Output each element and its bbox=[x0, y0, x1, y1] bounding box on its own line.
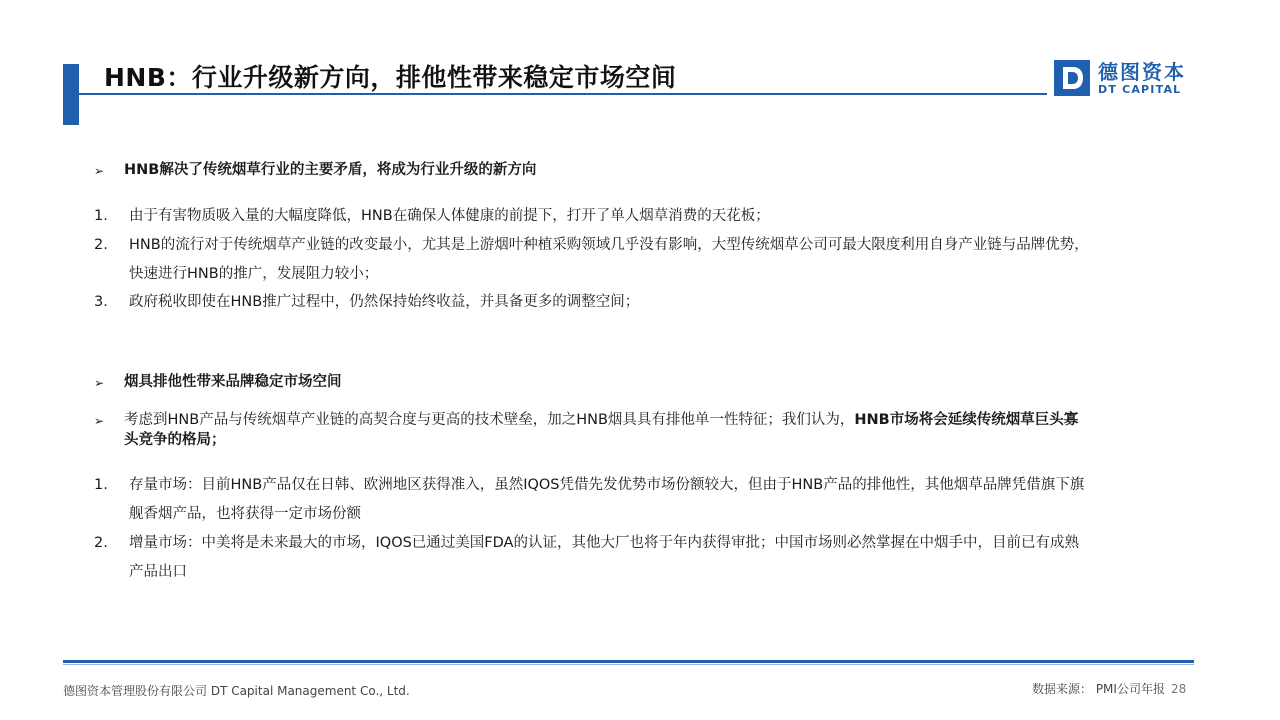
dt-logo-icon bbox=[1054, 60, 1090, 96]
arrow-bullet-icon: ➢ bbox=[94, 414, 105, 428]
arrow-bullet-icon: ➢ bbox=[94, 164, 105, 178]
footer-divider-thin bbox=[63, 664, 1194, 665]
list-item-text-cont: 舰香烟产品，也将获得一定市场份额 bbox=[129, 506, 361, 522]
footer-divider bbox=[63, 660, 1194, 663]
key-point-emphasis: HNB市场将会延续传统烟草巨头寡 bbox=[854, 412, 1079, 428]
section1-heading: HNB解决了传统烟草行业的主要矛盾，将成为行业升级的新方向 bbox=[124, 162, 537, 178]
list-item-text: HNB的流行对于传统烟草产业链的改变最小，尤其是上游烟叶种植采购领域几乎没有影响，大型传统烟草公司可最大限度利用自身产业链与品牌优势， bbox=[129, 237, 1089, 253]
list-number: 2. bbox=[94, 237, 108, 253]
section2-heading: 烟具排他性带来品牌稳定市场空间 bbox=[124, 374, 342, 390]
list-item-text: 由于有害物质吸入量的大幅度降低，HNB在确保人体健康的前提下，打开了单人烟草消费的天花板； bbox=[129, 208, 770, 224]
list-number: 1. bbox=[94, 208, 108, 224]
footer-company: 德图资本管理股份有限公司 DT Capital Management Co., Ltd. bbox=[63, 684, 410, 698]
key-point-text: 考虑到HNB产品与传统烟草产业链的高契合度与更高的技术壁垒，加之HNB烟具具有排他单一性特征；我们认为， bbox=[124, 412, 855, 428]
list-item-text: 增量市场：中美将是未来最大的市场，IQOS已通过美国FDA的认证，其他大厂也将于年内获得审批；中国市场则必然掌握在中烟手中，目前已有成熟 bbox=[129, 535, 1079, 551]
key-point-line1 bbox=[124, 410, 1078, 430]
data-source: 数据来源： PMI公司年报 bbox=[1032, 682, 1165, 696]
page-title: HNB：行业升级新方向，排他性带来稳定市场空间 bbox=[104, 63, 677, 92]
list-number: 3. bbox=[94, 294, 108, 310]
page-number: 28 bbox=[1170, 682, 1187, 696]
footer-source bbox=[1032, 680, 1186, 697]
key-point-line2: 头竞争的格局； bbox=[124, 432, 226, 448]
list-number: 1. bbox=[94, 477, 108, 493]
company-logo bbox=[1054, 60, 1194, 100]
logo-name-en: DT CAPITAL bbox=[1098, 83, 1182, 96]
title-accent-bar bbox=[63, 64, 79, 125]
list-number: 2. bbox=[94, 535, 108, 551]
list-item-text-cont: 快速进行HNB的推广，发展阻力较小； bbox=[129, 266, 379, 282]
arrow-bullet-icon: ➢ bbox=[94, 376, 105, 390]
title-underline bbox=[79, 93, 1047, 95]
list-item-text-cont: 产品出口 bbox=[129, 564, 187, 580]
logo-name-cn: 德图资本 bbox=[1098, 60, 1186, 84]
list-item-text: 政府税收即使在HNB推广过程中，仍然保持始终收益，并具备更多的调整空间； bbox=[129, 294, 640, 310]
list-item-text: 存量市场：目前HNB产品仅在日韩、欧洲地区获得准入，虽然IQOS凭借先发优势市场份额较大，但由于HNB产品的排他性，其他烟草品牌凭借旗下旗 bbox=[129, 477, 1085, 493]
